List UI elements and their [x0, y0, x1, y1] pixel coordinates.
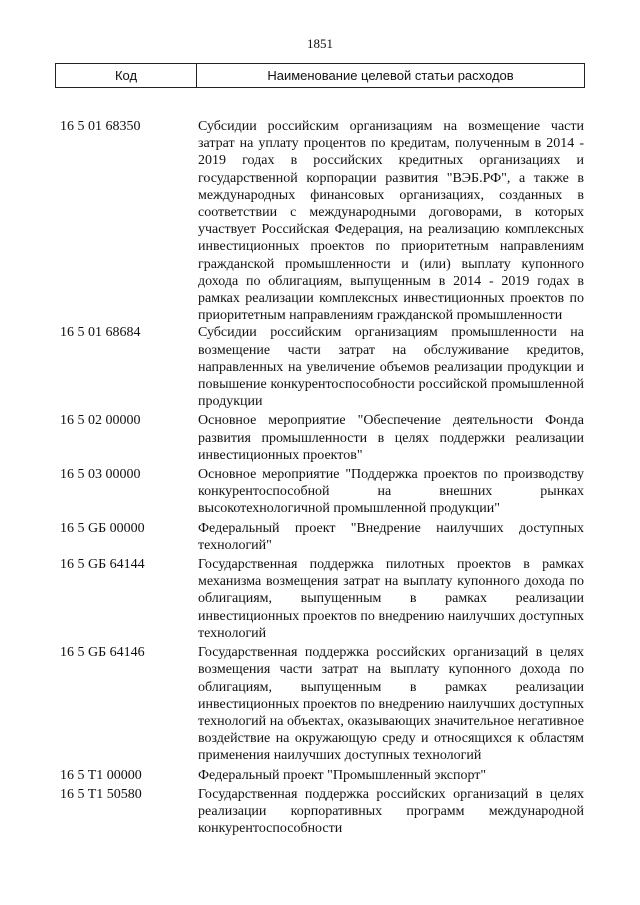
table-header	[55, 63, 585, 88]
table-row	[60, 324, 584, 410]
row-description: Субсидии российским организациям промышленности на возмещение части затрат на обслуживание кредитов, направленных на увеличение объемов реализации продукции и повышение конкурентоспособности российской промышленной продукции	[198, 325, 584, 410]
row-code: 16 5 03 00000	[60, 467, 141, 483]
row-code: 16 5 GБ 64146	[60, 645, 145, 661]
row-code: 16 5 T1 00000	[60, 767, 142, 783]
table-row	[60, 466, 584, 518]
table-row	[60, 412, 584, 464]
row-description: Основное мероприятие "Поддержка проектов по производству конкурентоспособной на внешних рынках высокотехнологичной промышленной продукции"	[198, 467, 584, 517]
table-row	[60, 118, 584, 324]
row-code: 16 5 T1 50580	[60, 786, 142, 802]
row-code: 16 5 GБ 00000	[60, 520, 145, 536]
row-description: Основное мероприятие "Обеспечение деятельности Фонда развития промышленности в целях поддержки реализации инвестиционных проектов"	[198, 413, 584, 463]
row-code: 16 5 01 68350	[60, 119, 141, 134]
table-row	[60, 520, 584, 554]
name-column-header: Наименование целевой статьи расходов	[267, 68, 514, 83]
row-code: 16 5 02 00000	[60, 413, 141, 429]
row-code: 16 5 GБ 64144	[60, 557, 145, 573]
table-row	[60, 767, 584, 784]
code-column-header: Код	[56, 64, 197, 87]
table-row	[60, 556, 584, 642]
expense-items-list	[60, 118, 584, 837]
row-description: Государственная поддержка российских организаций в целях возмещения части затрат на выплату купонного дохода по облигациям, выпущенным в рамках реализации инвестиционных проектов по внедрению наилучших доступных технологий на объектах, оказывающих значительное негативное воздействие на окружающую среду и относящихся к областям применения наилучших доступных технологий	[198, 645, 584, 764]
row-description: Федеральный проект "Внедрение наилучших доступных технологий"	[198, 520, 584, 553]
row-description: Федеральный проект "Промышленный экспорт"	[198, 767, 487, 783]
row-description: Государственная поддержка российских организаций в целях реализации корпоративных программ международной конкурентоспособности	[198, 786, 584, 837]
row-code: 16 5 01 68684	[60, 325, 141, 341]
table-row	[60, 786, 584, 838]
row-description: Государственная поддержка пилотных проектов в рамках механизма возмещения затрат на выплату купонного дохода по облигациям, выпущенным в рамках реализации инвестиционных проектов по внедрению наилучших доступных технологий	[198, 557, 584, 641]
page-number: 1851	[307, 36, 333, 51]
table-row	[60, 644, 584, 764]
row-description: Субсидии российским организациям на возмещение части затрат на уплату процентов по кредитам, полученным в 2014 - 2019 годах в российских кредитных организациях и государственной корпорации развития "ВЭБ.РФ", а также в международных финансовых организациях, созданных в соответствии с международными договорами, в которых участвует Российская Федерация, на реализацию комплексных инвестиционных проектов по приоритетным направлениям гражданской промышленности и (или) выплату купонного дохода по облигациям, выпущенным в 2014 - 2019 годах в рамках реализации комплексных инвестиционных проектов по приоритетным направлениям гражданской промышленности	[198, 119, 584, 324]
